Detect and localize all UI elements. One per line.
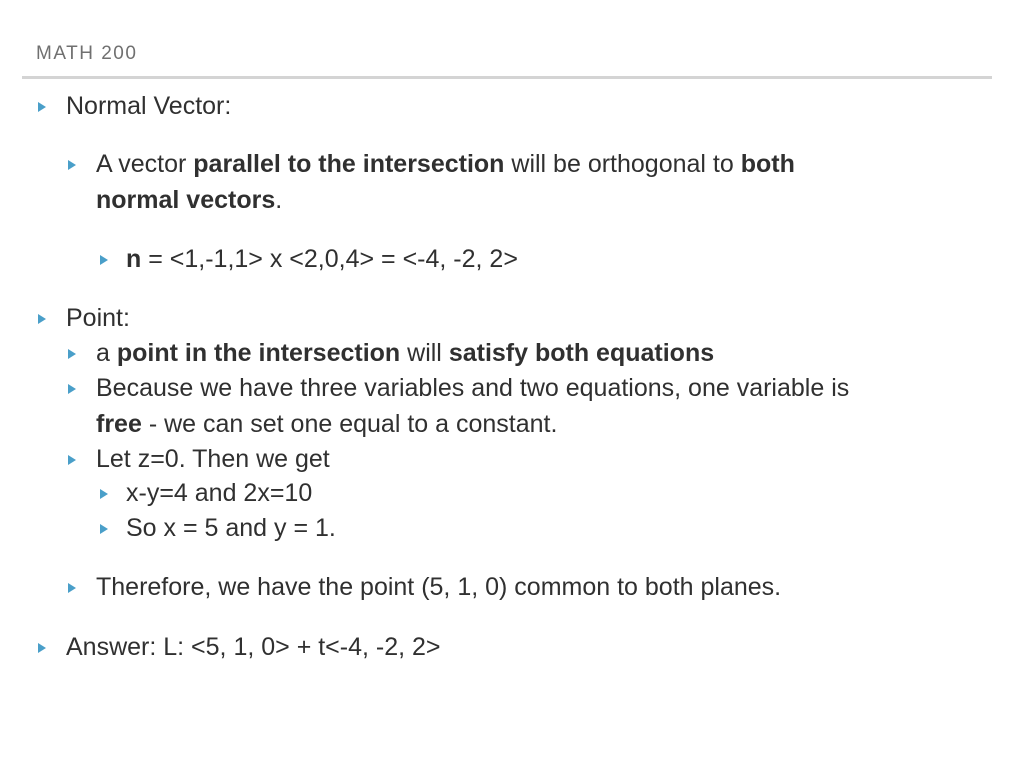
point-item-because-line-1	[96, 371, 849, 406]
answer-line	[66, 630, 441, 665]
bullet-icon	[38, 102, 46, 112]
point-item-let-z	[96, 442, 330, 477]
text-run: .	[275, 186, 283, 214]
point-sub-equations	[126, 476, 312, 511]
text-run: a	[96, 339, 117, 367]
bold-run: satisfy both equations	[448, 339, 715, 367]
bullet-icon	[68, 583, 76, 593]
point-item-satisfy	[96, 336, 714, 371]
normal-vector-heading-text: Normal Vector:	[66, 92, 232, 120]
text-run: Therefore, we have the point (5, 1, 0) common to both planes.	[96, 573, 782, 601]
text-run: So x = 5 and y = 1.	[126, 514, 336, 542]
bold-run: free	[96, 410, 142, 438]
text-run: will be orthogonal to	[504, 150, 741, 178]
point-sub-solution	[126, 511, 336, 546]
bullet-icon	[100, 489, 108, 499]
bullet-icon	[38, 314, 46, 324]
text-run: - we can set one equal to a constant.	[141, 410, 558, 438]
bullet-icon	[38, 643, 46, 653]
answer-text: Answer: L: <5, 1, 0> + t<-4, -2, 2>	[66, 633, 441, 661]
normal-vector-description-line-1	[96, 147, 795, 182]
bullet-icon	[68, 160, 76, 170]
slide-header-title: MATH 200	[36, 43, 138, 64]
text-run: x-y=4 and 2x=10	[126, 479, 313, 507]
bold-run: parallel to the intersection	[193, 150, 505, 178]
text-run: Because we have three variables and two equations, one variable is	[96, 374, 850, 402]
bullet-icon	[68, 384, 76, 394]
point-therefore	[96, 570, 781, 605]
point-heading-text: Point:	[66, 304, 130, 332]
header-divider	[22, 76, 992, 79]
bullet-icon	[100, 524, 108, 534]
bold-run: normal vectors	[96, 186, 276, 214]
bullet-icon	[100, 255, 108, 265]
bullet-icon	[68, 455, 76, 465]
bullet-icon	[68, 349, 76, 359]
bold-run: point in the intersection	[116, 339, 401, 367]
text-run: Let z=0. Then we get	[96, 445, 330, 473]
point-heading	[66, 301, 130, 336]
normal-vector-formula	[126, 242, 518, 277]
text-run: A vector	[96, 150, 194, 178]
text-run: = <1,-1,1> x <2,0,4> = <-4, -2, 2>	[141, 245, 518, 273]
bold-run: both	[740, 150, 795, 178]
text-run: will	[400, 339, 449, 367]
normal-vector-description-line-2	[96, 183, 282, 218]
normal-vector-heading	[66, 89, 231, 124]
point-item-because-line-2	[96, 407, 557, 442]
bold-run: n	[126, 245, 142, 273]
